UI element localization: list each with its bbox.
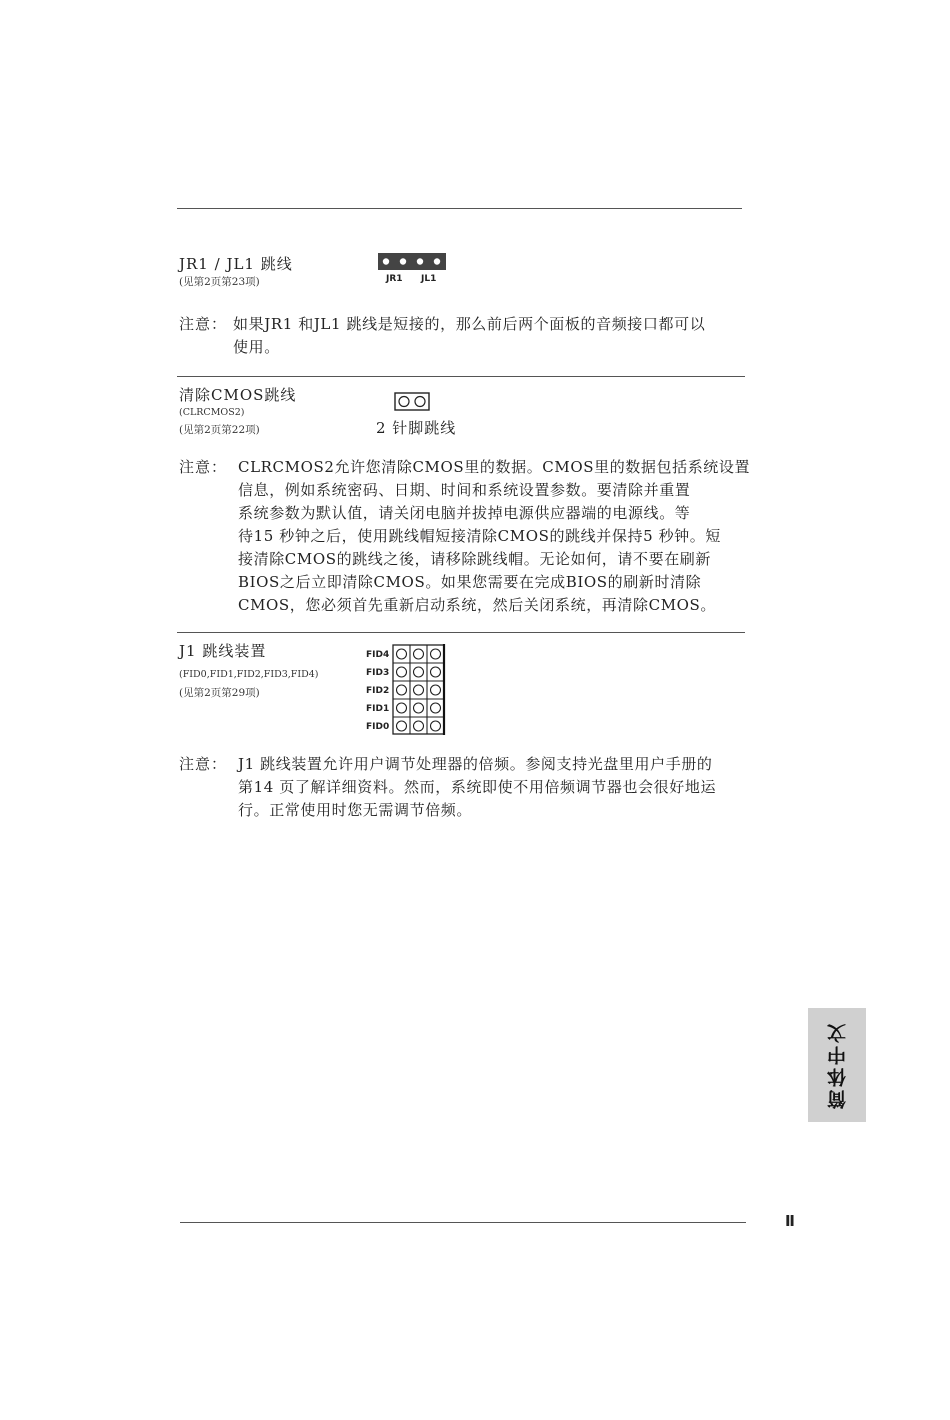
note-line: J1 跳线装置允许用户调节处理器的倍频。参阅支持光盘里用户手册的 xyxy=(238,755,713,773)
cmos-note-label: 注意： xyxy=(179,458,228,476)
note-line: BIOS之后立即清除CMOS。如果您需要在完成BIOS的刷新时清除 xyxy=(238,573,702,591)
section-divider xyxy=(177,376,745,377)
note-line: 行。正常使用时您无需调节倍频。 xyxy=(238,801,473,819)
note-line: 使用。 xyxy=(233,338,280,356)
language-side-tab-label: 简体中文 xyxy=(826,1021,849,1109)
jl1-label: JL1 xyxy=(421,274,437,284)
page-number: Ⅱ xyxy=(785,1212,795,1230)
cmos-note-body xyxy=(238,456,750,617)
fid3-label: FID3 xyxy=(366,668,390,678)
jumper-pin xyxy=(417,258,423,264)
note-line: 如果JR1 和JL1 跳线是短接的，那么前后两个面板的音频接口都可以 xyxy=(233,315,706,333)
jr1-note-label: 注意： xyxy=(179,315,228,333)
cmos-title: 清除CMOS跳线 xyxy=(179,386,297,404)
fid2-label: FID2 xyxy=(366,686,390,696)
jumper-pin xyxy=(400,258,406,264)
j1-subtitle: (FID0,FID1,FID2,FID3,FID4) xyxy=(179,669,319,680)
jumper-outline xyxy=(395,393,429,410)
jr1-title: JR1 / JL1 跳线 xyxy=(179,255,293,273)
jumper-pin xyxy=(434,258,440,264)
note-line: 系统参数为默认值，请关闭电脑并拔掉电源供应器端的电源线。等 xyxy=(238,504,691,522)
jr1-note-body xyxy=(233,313,705,359)
note-line: CMOS，您必须首先重新启动系统，然后关闭系统，再清除CMOS。 xyxy=(238,596,717,614)
section-divider xyxy=(177,632,745,633)
jr1-ref: (见第2页第23项) xyxy=(179,276,260,288)
note-line: 信息，例如系统密码、日期、时间和系统设置参数。要清除并重置 xyxy=(238,481,691,499)
cmos-subtitle: (CLRCMOS2) xyxy=(179,407,245,418)
top-rule xyxy=(177,208,742,209)
bottom-rule xyxy=(180,1222,746,1223)
note-line: 待15 秒钟之后，使用跳线帽短接清除CMOS的跳线并保持5 秒钟。短 xyxy=(238,527,721,545)
note-line: 第14 页了解详细资料。然而，系统即使不用倍频调节器也会很好地运 xyxy=(238,778,717,796)
j1-note-body xyxy=(238,753,716,822)
fid0-label: FID0 xyxy=(366,722,390,732)
jr1-jl1-jumper-diagram xyxy=(377,252,449,284)
cmos-diagram-caption: 2 针脚跳线 xyxy=(376,419,457,437)
note-line: CLRCMOS2允许您清除CMOS里的数据。CMOS里的数据包括系统设置 xyxy=(238,458,751,476)
fid-pin-grid xyxy=(393,645,444,734)
j1-ref: (见第2页第29项) xyxy=(179,687,260,699)
note-line: 接清除CMOS的跳线之後，请移除跳线帽。无论如何，请不要在刷新 xyxy=(238,550,712,568)
fid-jumper-diagram xyxy=(364,642,454,736)
jumper-pin xyxy=(383,258,389,264)
language-side-tab xyxy=(808,1008,866,1122)
fid4-label: FID4 xyxy=(366,650,390,660)
fid1-label: FID1 xyxy=(366,704,390,714)
jr1-label: JR1 xyxy=(386,274,403,284)
two-pin-jumper-diagram xyxy=(394,392,432,412)
j1-title: J1 跳线装置 xyxy=(179,642,267,660)
j1-note-label: 注意： xyxy=(179,755,228,773)
cmos-ref: (见第2页第22项) xyxy=(179,424,260,436)
